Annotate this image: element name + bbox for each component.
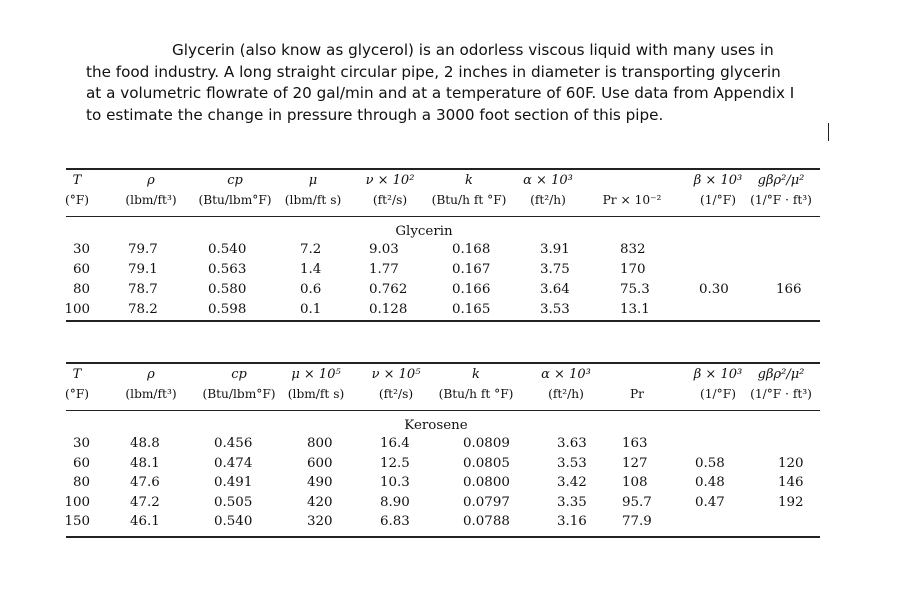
column-header-unit: (1/°F · ft³): [750, 193, 812, 207]
table-cell: 0.0800: [463, 475, 510, 490]
table-bottom-rule: [66, 320, 820, 322]
table-cell: 0.165: [452, 302, 491, 317]
table-cell: 0.1: [300, 302, 322, 317]
column-header-symbol: β × 10³: [693, 173, 743, 188]
table-cell: 3.75: [540, 262, 570, 277]
column-header-unit: (Btu/lbm°F): [198, 193, 272, 207]
table-cell: 0.598: [208, 302, 247, 317]
table-header-rule: [66, 410, 820, 411]
table-cell: 120: [778, 455, 804, 471]
column-header-unit: Pr × 10⁻²: [602, 193, 662, 207]
table-cell: 3.16: [557, 514, 587, 529]
table-cell: 170: [620, 262, 646, 277]
column-header-symbol: μ: [308, 173, 318, 188]
table-cell: 0.0797: [463, 494, 510, 510]
table-cell: 0.30: [699, 282, 729, 297]
table-bottom-rule: [66, 536, 820, 538]
table-cell: 79.7: [128, 242, 158, 257]
table-cell: 0.6: [300, 282, 322, 297]
table-cell: 0.540: [208, 242, 247, 257]
table-cell: 0.58: [695, 455, 725, 471]
table-cell: 0.168: [452, 242, 491, 257]
column-header-unit: (ft²/h): [530, 193, 566, 207]
column-header-unit: (ft²/h): [548, 387, 584, 401]
text-cursor: [828, 123, 829, 141]
table-cell: 0.166: [452, 282, 491, 297]
table-cell: 10.3: [380, 475, 410, 490]
table-cell: 800: [307, 436, 333, 451]
table-cell: 46.1: [130, 514, 160, 529]
table-cell: 3.63: [557, 436, 587, 451]
table-cell: 95.7: [622, 494, 652, 510]
table-cell: 420: [307, 494, 333, 510]
table-cell: 9.03: [369, 242, 399, 257]
table-cell: 47.6: [130, 475, 160, 490]
table-cell: 30: [72, 242, 90, 257]
column-header-unit: (°F): [64, 193, 90, 207]
table-cell: 3.64: [540, 282, 570, 297]
table-cell: 320: [307, 514, 333, 529]
table-cell: 0.474: [214, 455, 253, 471]
column-header-unit: (°F): [64, 387, 90, 401]
table-cell: 80: [72, 475, 90, 490]
table-header-rule: [66, 216, 820, 217]
kerosene-table: [66, 362, 820, 538]
column-header-symbol: gβρ²/μ²: [757, 367, 805, 382]
table-cell: 8.90: [380, 494, 410, 510]
column-header-symbol: ν × 10⁵: [371, 367, 421, 382]
table-cell: 600: [307, 455, 333, 471]
table-cell: 3.42: [557, 475, 587, 490]
table-cell: 0.0788: [463, 514, 510, 529]
table-cell: 0.0805: [463, 455, 510, 471]
column-header-unit: (Btu/lbm°F): [202, 387, 276, 401]
table-cell: 0.167: [452, 262, 491, 277]
table-cell: 490: [307, 475, 333, 490]
column-header-symbol: ν × 10²: [365, 173, 415, 188]
fluid-label: Glycerin: [395, 224, 453, 239]
table-cell: 0.580: [208, 282, 247, 297]
table-cell: 48.1: [130, 455, 160, 471]
table-cell: 0.128: [369, 302, 408, 317]
table-cell: 0.0809: [463, 436, 510, 451]
column-header-unit: Pr: [629, 387, 645, 401]
table-cell: 80: [72, 282, 90, 297]
table-cell: 78.7: [128, 282, 158, 297]
table-cell: 47.2: [130, 494, 160, 510]
table-cell: 3.91: [540, 242, 570, 257]
column-header-symbol: α × 10³: [541, 367, 591, 382]
table-cell: 0.456: [214, 436, 253, 451]
column-header-symbol: μ × 10⁵: [291, 367, 341, 382]
table-cell: 16.4: [380, 436, 410, 451]
table-cell: 77.9: [622, 514, 652, 529]
table-cell: 0.47: [695, 494, 725, 510]
column-header-symbol: gβρ²/μ²: [757, 173, 805, 188]
column-header-unit: (Btu/h ft °F): [431, 193, 507, 207]
table-cell: 3.53: [540, 302, 570, 317]
column-header-symbol: ρ: [147, 173, 155, 188]
table-cell: 13.1: [620, 302, 650, 317]
table-cell: 108: [622, 475, 648, 490]
table-cell: 163: [622, 436, 648, 451]
column-header-unit: (1/°F): [700, 193, 736, 207]
column-header-unit: (1/°F): [700, 387, 736, 401]
table-top-rule: [66, 168, 820, 170]
fluid-label: Kerosene: [404, 418, 468, 433]
column-header-unit: (lbm/ft s): [287, 387, 345, 401]
table-cell: 1.4: [300, 262, 322, 277]
column-header-unit: (ft²/s): [378, 387, 414, 401]
table-cell: 832: [620, 242, 646, 257]
column-header-symbol: T: [72, 173, 82, 188]
table-cell: 1.77: [369, 262, 399, 277]
column-header-unit: (ft²/s): [372, 193, 408, 207]
table-cell: 0.491: [214, 475, 253, 490]
glycerin-table: [66, 168, 820, 324]
table-cell: 192: [778, 494, 804, 510]
table-cell: 75.3: [620, 282, 650, 297]
table-cell: 150: [64, 514, 90, 529]
table-cell: 3.35: [557, 494, 587, 510]
column-header-symbol: cp: [231, 367, 247, 382]
table-cell: 0.762: [369, 282, 408, 297]
table-cell: 0.563: [208, 262, 247, 277]
column-header-unit: (lbm/ft s): [284, 193, 342, 207]
column-header-symbol: cp: [227, 173, 243, 188]
table-cell: 30: [72, 436, 90, 451]
problem-text: Glycerin (also know as glycerol) is an odorless viscous liquid with many uses in the food industry. A long straight circular pipe, 2 inches in diameter is transporting glycerin at a volumetric flowrate of 20 gal/min and at a temperature of 60F. Use data from Appendix I to estimate the change in pressure through a 3000 foot section of this pipe.: [86, 41, 795, 124]
column-header-unit: (lbm/ft³): [125, 193, 177, 207]
table-cell: 166: [776, 282, 802, 297]
table-cell: 146: [778, 475, 804, 490]
column-header-unit: (lbm/ft³): [125, 387, 177, 401]
column-header-symbol: ρ: [147, 367, 155, 382]
column-header-unit: (1/°F · ft³): [750, 387, 812, 401]
table-cell: 60: [72, 262, 90, 277]
table-cell: 6.83: [380, 514, 410, 529]
column-header-unit: (Btu/h ft °F): [438, 387, 514, 401]
table-cell: 60: [72, 455, 90, 471]
table-cell: 100: [64, 302, 90, 317]
column-header-symbol: α × 10³: [523, 173, 573, 188]
table-top-rule: [66, 362, 820, 364]
column-header-symbol: k: [465, 173, 473, 188]
table-cell: 0.48: [695, 475, 725, 490]
table-cell: 78.2: [128, 302, 158, 317]
table-cell: 3.53: [557, 455, 587, 471]
column-header-symbol: β × 10³: [693, 367, 743, 382]
table-cell: 100: [64, 494, 90, 510]
table-cell: 127: [622, 455, 648, 471]
table-cell: 0.505: [214, 494, 253, 510]
table-cell: 48.8: [130, 436, 160, 451]
column-header-symbol: T: [72, 367, 82, 382]
table-cell: 12.5: [380, 455, 410, 471]
table-cell: 0.540: [214, 514, 253, 529]
column-header-symbol: k: [472, 367, 480, 382]
table-cell: 7.2: [300, 242, 322, 257]
table-cell: 79.1: [128, 262, 158, 277]
problem-statement: [86, 40, 798, 126]
